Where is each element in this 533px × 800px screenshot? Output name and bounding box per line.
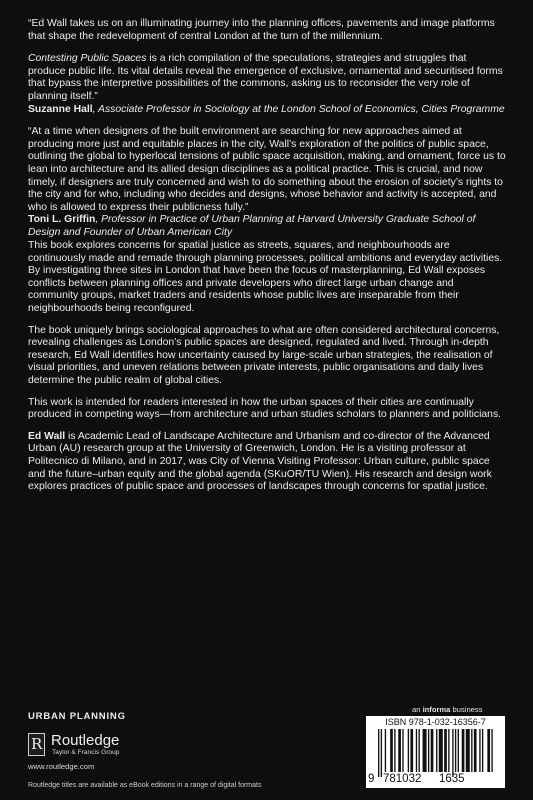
author-bio: Ed Wall is Academic Lead of Landscape Architecture and Urbanism and co-director of the Advanced Urban (AU) research group at the University of Greenwich, London. He is a visiting professor at Politecnico di Milano, and in 2017, was City of Vienna Visiting Professor: Urban culture, public space and the future–urban equity and the global agenda (SKuOR/TU Wien). His research and design work explores practices of public space and processes of landscapes through concerns for spatial justice. (28, 430, 492, 493)
description-paragraph: This work is intended for readers interested in how the urban spaces of their cities are continually produced in competing ways—from architecture and urban studies scholars to planners and politicians. (28, 396, 502, 421)
barcode-bar (474, 729, 477, 772)
barcode-bar (419, 729, 420, 772)
barcode-bar (439, 729, 443, 772)
barcode-bar (385, 729, 386, 772)
isbn-label: ISBN 978-1-032-16356-7 (385, 717, 486, 727)
informa-business-label: an informa business (412, 705, 483, 714)
endorser-role: , Professor in Practice of Urban Planning at Harvard University Graduate School of Design and Founder of Urban American City (28, 214, 476, 238)
barcode-bar (428, 729, 429, 772)
barcode-bar (378, 729, 379, 777)
barcode-bar (431, 729, 434, 772)
publisher-logo (28, 733, 228, 773)
publisher-name: Routledge (51, 732, 120, 749)
endorser-role: , Associate Professor in Sociology at the London School of Economics, Cities Programme (92, 103, 505, 115)
book-description (28, 240, 506, 494)
barcode-bar (462, 729, 465, 772)
barcode-bar (487, 729, 490, 772)
quote-paragraph: Contesting Public Spaces is a rich compilation of the speculations, strategies and struggles that produce public life. Its vital details reveal the emergence of exclusive, ornamental and securitised forms that bypass the interpretive possibilities of the commons, asking us to reconsider the very role of planning itself.” (28, 53, 503, 102)
author-name: Ed Wall (28, 430, 66, 442)
publisher-url: www.routledge.com (28, 762, 95, 771)
barcode-bar (394, 729, 395, 772)
barcode-bar (458, 729, 459, 772)
barcode-bar (390, 729, 393, 772)
quote-paragraph: “At a time when designers of the built environment are searching for new approaches aimed at producing more just and equitable places in the city, Wall’s exploration of the politics of public space, outlining the global to hyperlocal tensions of public space acquisition, making, and ornament, force us to lean into architecture and its allied design disciplines as a political practice. This is crucial, and now timely, if designers are truly concerned and wish to do something about the erosion of society’s rights to the city and for who, including who decides and designs, whose behavior and activity is accepted, and who is allowed to express their publicness fully.” (28, 126, 506, 213)
barcode-digits (366, 773, 505, 787)
barcode-bar (436, 729, 437, 772)
barcode-digit-group: 781032 (383, 773, 422, 785)
barcode-bar (482, 729, 483, 772)
barcode-digit-group: 1635 (439, 773, 465, 785)
isbn-barcode (366, 716, 505, 788)
barcode-bar (408, 729, 409, 772)
routledge-logo-icon: R (28, 733, 45, 756)
quote-paragraph: “Ed Wall takes us on an illuminating journey into the planning offices, pavements and image platforms that shape the redevelopment of central London at the turn of the millennium. (28, 18, 495, 42)
barcode-bar (479, 729, 480, 772)
endorsements (28, 18, 506, 240)
quote-attribution (28, 104, 506, 117)
barcode-bar (448, 729, 449, 772)
description-paragraph: The book uniquely brings sociological approaches to what are often considered architectural concerns, revealing challenges as London’s public spaces are designed, regulated and lived. Through in-depth research, Ed Wall identifies how uncertainty caused by large-scale urban strategies, the realisation of visual priorities, and uneven relations between private interests, public organisations and daily lives determine the public realm of global cities. (28, 324, 500, 386)
barcode-bar (398, 729, 401, 772)
barcode-bar (444, 729, 447, 772)
barcode-bar (491, 729, 492, 772)
barcode-bar (471, 729, 472, 772)
barcode-digit-group: 9 (368, 773, 375, 785)
barcode-bar (410, 729, 413, 772)
barcode-bar (402, 729, 403, 772)
endorser-name: Suzanne Hall (28, 103, 93, 115)
barcode-bar (455, 729, 456, 772)
ebook-note: Routledge titles are available as eBook editions in a range of digital formats (28, 782, 262, 789)
subject-category: URBAN PLANNING (28, 711, 126, 722)
barcode-bar (381, 729, 382, 777)
barcode-icon (378, 729, 494, 777)
endorsement-hall (28, 18, 506, 116)
endorser-name: Toni L. Griffin (28, 214, 96, 226)
barcode-bar (466, 729, 470, 772)
publisher-group: Taylor & Francis Group (52, 749, 120, 756)
quote-attribution (28, 214, 506, 239)
barcode-bar (452, 729, 453, 777)
description-paragraph: This book explores concerns for spatial justice as streets, squares, and neighbourhoods are continuously made and remade through planning processes, political ambitions and everyday activities. By investigating three sites in London that have been the focus of masterplanning, Ed Wall exposes conflicts between planning offices and private developers who direct large urban change and community groups, market traders and residents whose public lives are inseparable from their neighbourhoods being reconfigured. (28, 240, 503, 314)
endorsement-griffin (28, 126, 506, 239)
barcode-bar (416, 729, 417, 772)
book-title-italic: Contesting Public Spaces (28, 53, 147, 65)
barcode-bar (423, 729, 427, 772)
